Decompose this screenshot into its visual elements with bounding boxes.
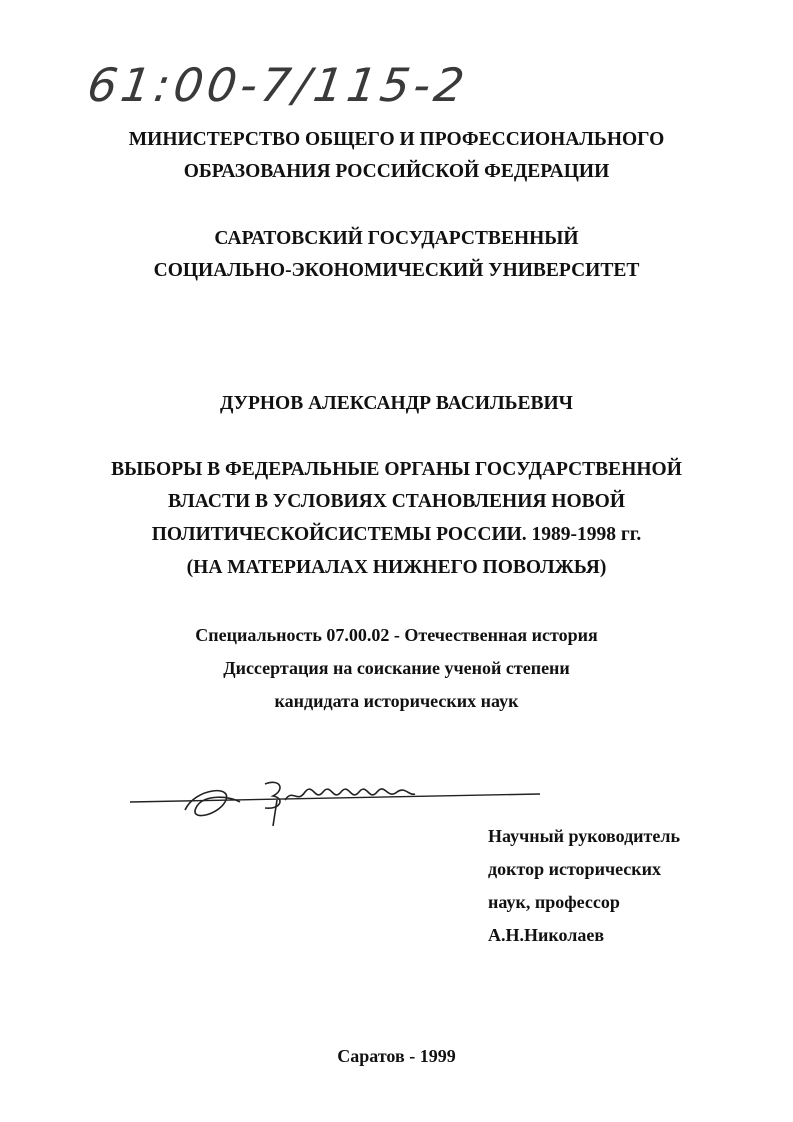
university-line-1: САРАТОВСКИЙ ГОСУДАРСТВЕННЫЙ (214, 228, 579, 249)
author-name: ДУРНОВ АЛЕКСАНДР ВАСИЛЬЕВИЧ (220, 393, 573, 414)
specialty-line: Специальность 07.00.02 - Отечественная история (195, 625, 598, 645)
ministry-line-2: ОБРАЗОВАНИЯ РОССИЙСКОЙ ФЕДЕРАЦИИ (183, 161, 610, 182)
degree-line-1: Диссертация на соискание ученой степени (223, 658, 570, 678)
advisor-degree-1: доктор исторических (488, 859, 662, 879)
advisor-degree-2: наук, профессор (488, 892, 620, 912)
degree-line-2: кандидата исторических наук (274, 691, 519, 711)
advisor-role: Научный руководитель (488, 826, 680, 846)
title-line-3: ПОЛИТИЧЕСКОЙСИСТЕМЫ РОССИИ. 1989-1998 гг. (151, 524, 642, 545)
handwritten-archive-code: 61:00-7/115-2 (84, 58, 472, 112)
city-year: Саратов - 1999 (337, 1046, 456, 1066)
title-line-1: ВЫБОРЫ В ФЕДЕРАЛЬНЫЕ ОРГАНЫ ГОСУДАРСТВЕННОЙ (111, 459, 682, 480)
university-line-2: СОЦИАЛЬНО-ЭКОНОМИЧЕСКИЙ УНИВЕРСИТЕТ (153, 260, 640, 281)
title-line-2: ВЛАСТИ В УСЛОВИЯХ СТАНОВЛЕНИЯ НОВОЙ (167, 491, 626, 512)
title-line-4: (НА МАТЕРИАЛАХ НИЖНЕГО ПОВОЛЖЬЯ) (186, 557, 607, 578)
signature (125, 770, 555, 830)
advisor-name: А.Н.Николаев (488, 925, 605, 945)
ministry-line-1: МИНИСТЕРСТВО ОБЩЕГО И ПРОФЕССИОНАЛЬНОГО (128, 129, 665, 150)
